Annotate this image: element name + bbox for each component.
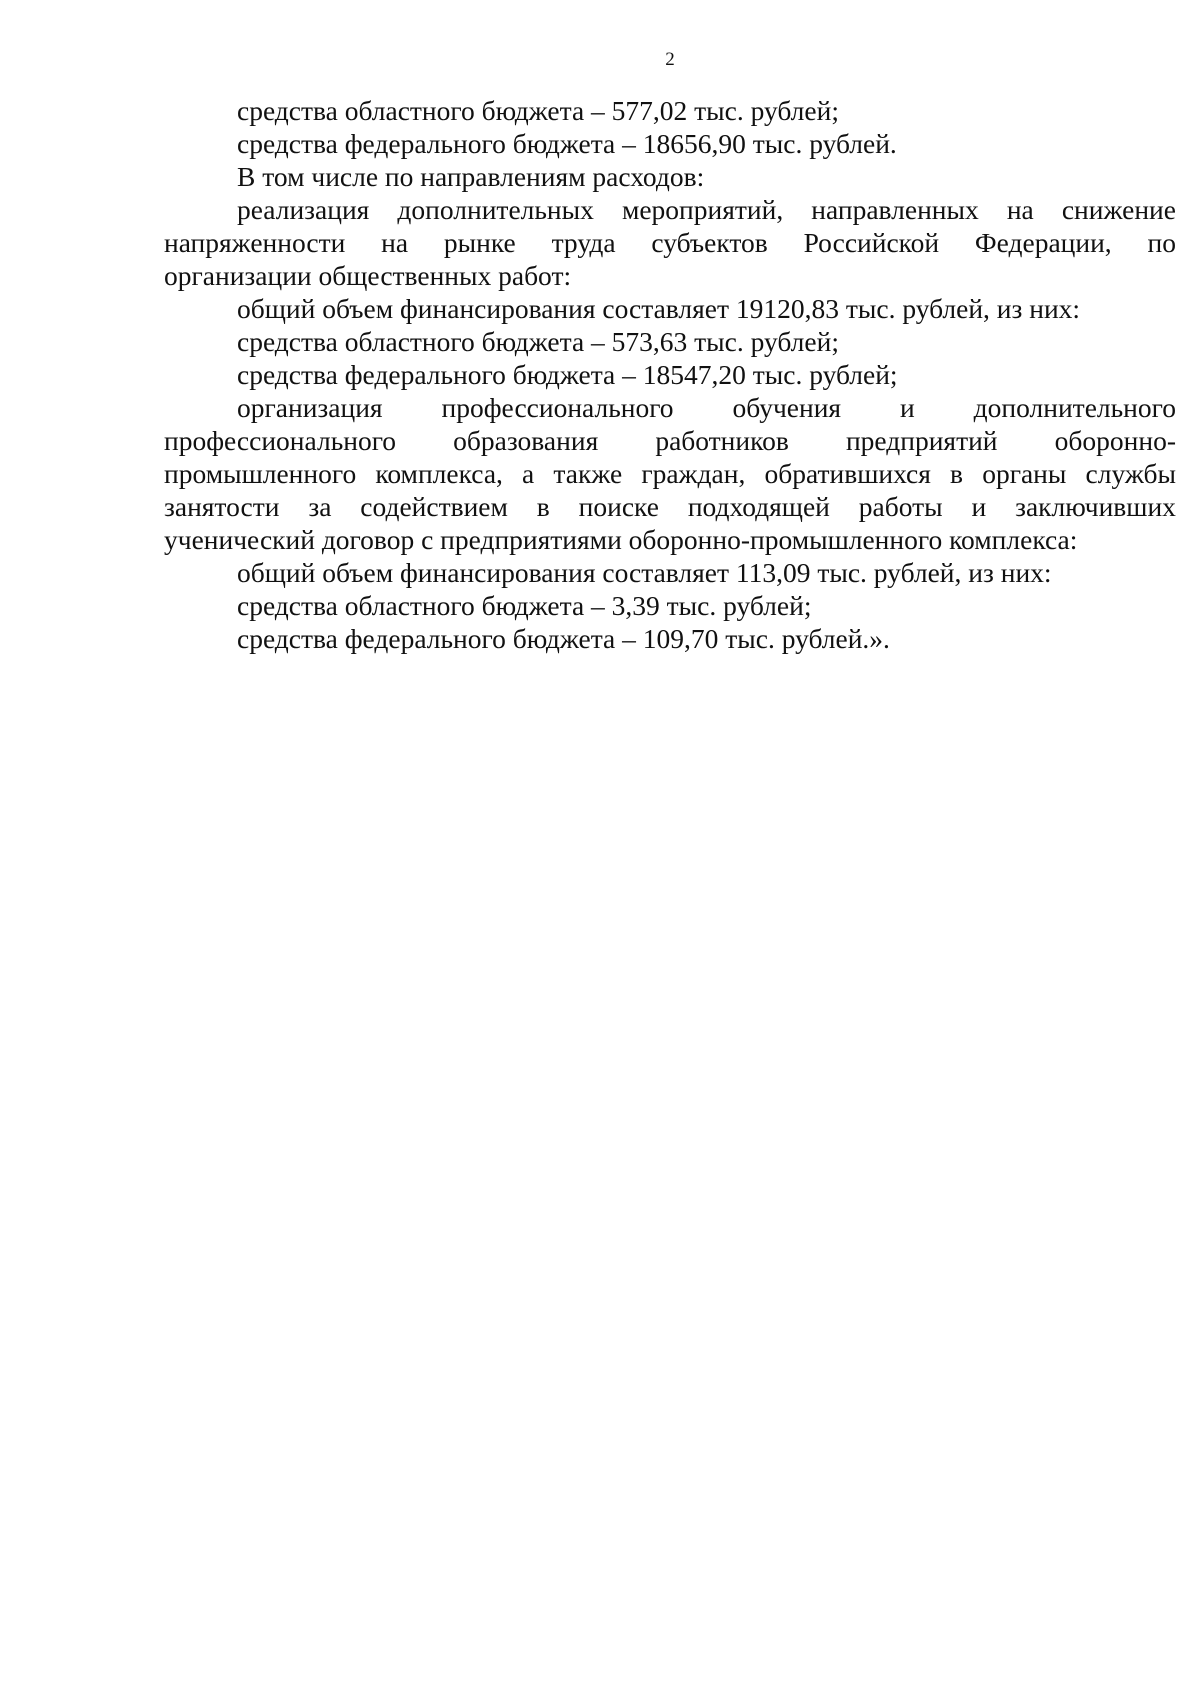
word: по <box>1147 227 1176 258</box>
word: обучения <box>732 392 842 423</box>
word: Российской <box>803 227 940 258</box>
text-line-justified <box>164 457 1176 490</box>
word: поиске <box>578 491 659 522</box>
word: на <box>381 227 409 258</box>
word: занятости <box>164 491 280 522</box>
word: направленных <box>811 194 979 225</box>
word: профессионального <box>441 392 674 423</box>
text-line: средства областного бюджета – 573,63 тыс. рублей; <box>237 326 839 357</box>
text-line-justified <box>164 193 1176 226</box>
text-line: В том числе по направлениям расходов: <box>237 161 705 192</box>
word: органы <box>982 458 1067 489</box>
text-line: общий объем финансирования составляет 113,09 тыс. рублей, из них: <box>237 557 1052 588</box>
word: напряженности <box>164 227 346 258</box>
word: за <box>308 491 332 522</box>
text-line-justified <box>164 391 1176 424</box>
text-line-justified <box>164 490 1176 523</box>
word: содействием <box>360 491 508 522</box>
word: мероприятий, <box>621 194 784 225</box>
word: подходящей <box>687 491 830 522</box>
text-line: средства областного бюджета – 3,39 тыс. рублей; <box>237 590 812 621</box>
word: и <box>971 491 987 522</box>
word: также <box>553 458 623 489</box>
word: заключивших <box>1015 491 1176 522</box>
word: и <box>900 392 915 423</box>
word: субъектов <box>651 227 768 258</box>
text-line: средства федерального бюджета – 18547,20 тыс. рублей; <box>237 359 898 390</box>
word: промышленного <box>164 458 357 489</box>
word: работы <box>858 491 943 522</box>
word: образования <box>453 425 599 456</box>
word: оборонно- <box>1054 425 1176 456</box>
word: дополнительных <box>397 194 594 225</box>
word: дополнительного <box>973 392 1176 423</box>
word: профессионального <box>164 425 397 456</box>
word: организация <box>237 392 383 423</box>
word: граждан, <box>641 458 746 489</box>
word: Федерации, <box>974 227 1112 258</box>
word: на <box>1006 194 1034 225</box>
text-line: средства федерального бюджета – 109,70 тыс. рублей.». <box>237 623 890 654</box>
page-number: 2 <box>665 49 675 70</box>
text-line: ученический договор с предприятиями оборонно-промышленного комплекса: <box>164 524 1078 555</box>
word: труда <box>551 227 616 258</box>
text-line: средства федерального бюджета – 18656,90 тыс. рублей. <box>237 128 897 159</box>
text-line: общий объем финансирования составляет 19120,83 тыс. рублей, из них: <box>237 293 1081 324</box>
text-line-justified <box>164 424 1176 457</box>
word: рынке <box>443 227 516 258</box>
word: службы <box>1085 458 1176 489</box>
word: предприятий <box>845 425 998 456</box>
word: в <box>950 458 964 489</box>
document-body <box>164 94 1176 655</box>
word: реализация <box>237 194 370 225</box>
word: работников <box>655 425 789 456</box>
word: снижение <box>1061 194 1176 225</box>
text-line-justified <box>164 226 1176 259</box>
word: в <box>536 491 550 522</box>
word: а <box>522 458 535 489</box>
text-line: средства областного бюджета – 577,02 тыс. рублей; <box>237 95 839 126</box>
word: обратившихся <box>764 458 931 489</box>
word: комплекса, <box>375 458 503 489</box>
text-line: организации общественных работ: <box>164 260 572 291</box>
